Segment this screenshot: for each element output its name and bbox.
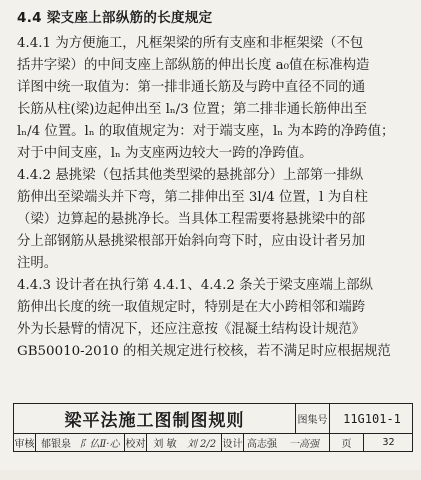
text-line: 长筋从柱(梁)边起伸出至 lₙ/3 位置；第二排非通长筋伸出至 [17,102,368,117]
text-line: lₙ/4 位置。lₙ 的取值规定为：对于端支座，lₙ 为本跨的净跨值； [17,124,395,139]
text-line: 注明。 [17,256,58,271]
checker-name: 刘 敏 [153,438,177,450]
design-label: 设计 [222,433,244,451]
drawing-title: 梁平法施工图制图规则 [14,404,296,433]
paragraph-4-4-2 [17,165,411,275]
text-line: 筋伸出至梁端头并下弯，第二排伸出至 3l/4 位置，l 为自柱 [17,190,368,205]
text-line: 外为长悬臂的情况下，还应注意按《混凝土结构设计规范》 [17,322,366,337]
body-text [17,33,411,363]
text-line: 筋伸出长度的统一取值规定时，特别是在大小跨相邻和端跨 [17,300,366,315]
text-line: 括井字梁）的中间支座上部纵筋的伸出长度 a₀值在标准构造 [17,58,370,73]
title-block [13,403,413,452]
page-number: 32 [382,436,395,448]
text-line: 分上部钢筋从悬挑梁根部开始斜向弯下时，应由设计者另加 [17,234,366,249]
atlas-number-label: 图集号 [296,404,330,433]
text-line: 4.4.3 设计者在执行第 4.4.1、4.4.2 条关于梁支座端上部纵 [17,278,374,293]
text-line: 详图中统一取值为：第一排非通长筋及与跨中直径不同的通 [17,80,366,95]
text-line: 4.4.1 为方便施工，凡框架梁的所有支座和非框架梁（不包 [17,36,364,51]
text-line: GB50010-2010 的相关规定进行校核，若不满足时应根据规范 [17,344,391,359]
title-block-signature-row [14,433,412,451]
reviewer-signature: 阝仏Ⅱ·心 [75,433,125,451]
title-block-top-row [14,404,412,434]
text-line: 4.4.2 悬挑梁（包括其他类型梁的悬挑部分）上部第一排纵 [17,168,364,183]
paragraph-4-4-1 [17,33,411,165]
paragraph-4-4-3 [17,275,411,363]
page-bottom-margin [0,470,421,480]
section-heading: 4.4 梁支座上部纵筋的长度规定 [17,10,213,26]
designer-signature: 一高强 [279,433,330,451]
reviewer-name: 郁银泉 [41,438,71,450]
text-line: （梁）边算起的悬挑净长。当具体工程需要将悬挑梁中的部 [17,212,366,227]
page-label: 页 [330,433,364,451]
check-label: 校对 [125,433,147,451]
atlas-number: 11G101-1 [343,411,401,426]
text-line: 对于中间支座，lₙ 为支座两边较大一跨的净跨值。 [17,146,313,161]
designer-name: 高志强 [247,438,277,450]
checker-signature: 刘 2/2 [182,433,222,451]
review-label: 审核 [14,433,36,451]
